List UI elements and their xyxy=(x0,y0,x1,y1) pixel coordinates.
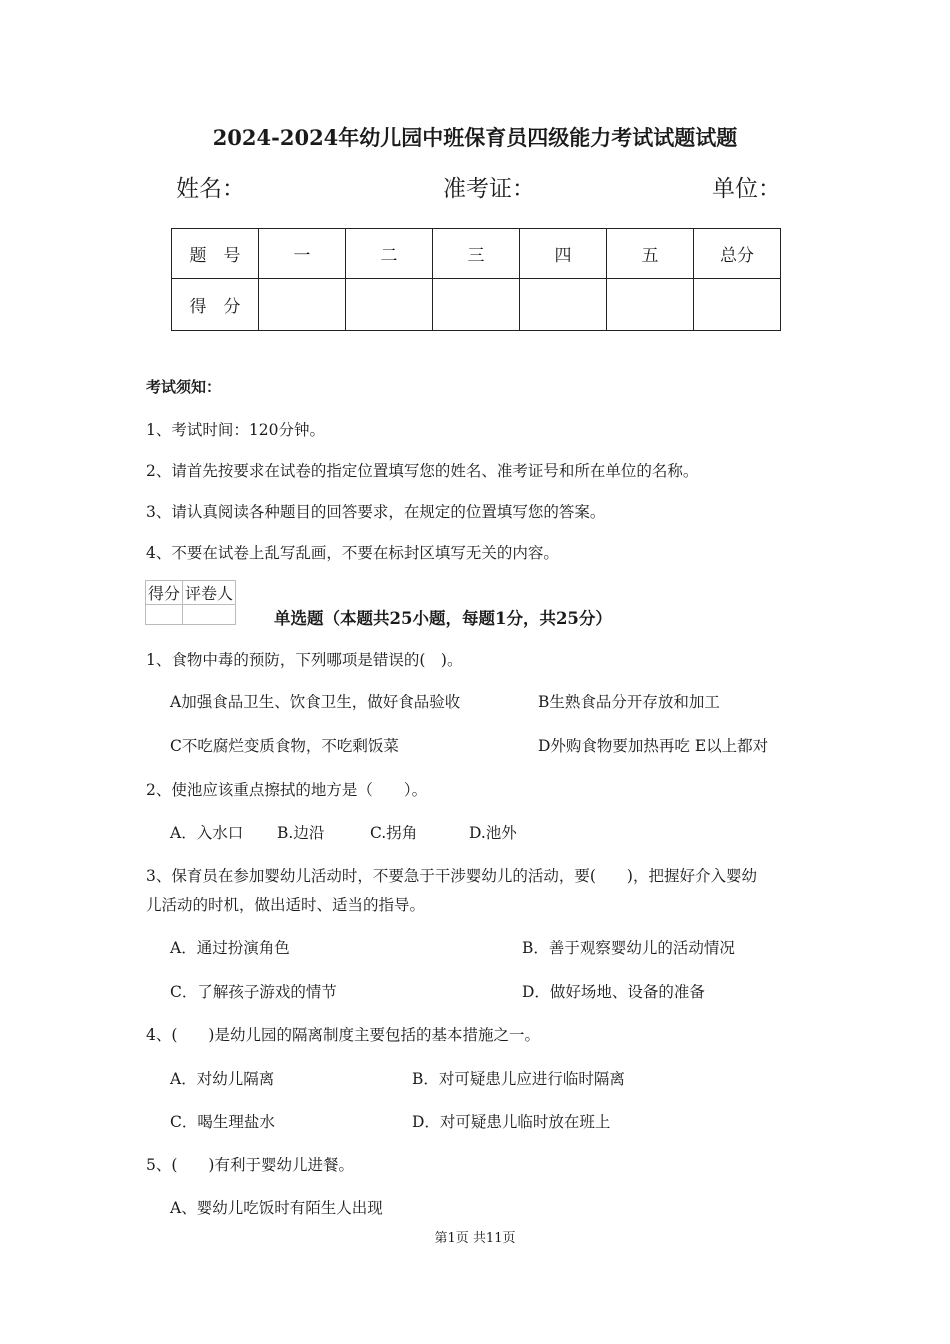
score-table-header-row xyxy=(172,229,781,279)
page-footer: 第1页 共11页 xyxy=(434,1231,516,1246)
notice-item: 3、请认真阅读各种题目的回答要求，在规定的位置填写您的答案。 xyxy=(146,503,606,521)
score-table-cell: 题 号 xyxy=(172,229,259,279)
question-option[interactable]: D.池外 xyxy=(469,824,517,842)
notice-item: 4、不要在试卷上乱写乱画，不要在标封区填写无关的内容。 xyxy=(146,544,559,562)
question-option[interactable]: B．对可疑患儿应进行临时隔离 xyxy=(412,1070,625,1088)
question-stem: 1、食物中毒的预防，下列哪项是错误的( )。 xyxy=(146,651,463,669)
grader-name-label: 评卷人 xyxy=(183,581,236,605)
question-option[interactable]: C．喝生理盐水 xyxy=(170,1113,275,1131)
score-table-cell: 五 xyxy=(607,229,694,279)
name-field-label: 姓名： xyxy=(176,176,245,202)
question-stem: 5、( )有利于婴幼儿进餐。 xyxy=(146,1156,354,1174)
question-option[interactable]: D．对可疑患儿临时放在班上 xyxy=(412,1113,611,1131)
notice-item: 2、请首先按要求在试卷的指定位置填写您的姓名、准考证号和所在单位的名称。 xyxy=(146,462,699,480)
score-table-cell: 得 分 xyxy=(172,279,259,331)
question-option[interactable]: A加强食品卫生、饮食卫生，做好食品验收 xyxy=(170,693,461,711)
question-stem: 3、保育员在参加婴幼儿活动时，不要急于干涉婴幼儿的活动，要( )，把握好介入婴幼 xyxy=(146,867,757,885)
question-stem: 2、使池应该重点擦拭的地方是（ ）。 xyxy=(146,781,428,799)
exam-id-field-label: 准考证： xyxy=(443,176,535,202)
score-input-cell[interactable] xyxy=(346,279,433,331)
score-table xyxy=(171,228,781,331)
score-table-score-row xyxy=(172,279,781,331)
score-table-cell: 一 xyxy=(259,229,346,279)
section-title: 单选题（本题共25小题，每题1分，共25分） xyxy=(274,609,612,628)
score-table-cell: 四 xyxy=(520,229,607,279)
grader-box xyxy=(145,580,236,625)
question-option[interactable]: B生熟食品分开存放和加工 xyxy=(538,693,720,711)
question-option[interactable]: A．通过扮演角色 xyxy=(170,939,290,957)
score-input-cell[interactable] xyxy=(520,279,607,331)
page-title: 2024-2024年幼儿园中班保育员四级能力考试试题试题 xyxy=(212,125,738,150)
notice-item: 1、考试时间：120分钟。 xyxy=(146,421,325,439)
question-option[interactable]: C不吃腐烂变质食物，不吃剩饭菜 xyxy=(170,737,399,755)
score-input-cell[interactable] xyxy=(694,279,781,331)
question-option[interactable]: D外购食物要加热再吃 E以上都对 xyxy=(538,737,769,755)
question-option[interactable]: A．对幼儿隔离 xyxy=(170,1070,275,1088)
question-option[interactable]: A．入水口 xyxy=(170,824,244,842)
grader-score-label: 得分 xyxy=(146,581,183,605)
score-table-cell: 二 xyxy=(346,229,433,279)
grader-score-cell[interactable] xyxy=(146,605,183,625)
unit-field-label: 单位： xyxy=(712,176,781,202)
question-option[interactable]: A、婴幼儿吃饭时有陌生人出现 xyxy=(170,1199,383,1217)
score-input-cell[interactable] xyxy=(607,279,694,331)
grader-name-cell[interactable] xyxy=(183,605,236,625)
notice-title: 考试须知： xyxy=(146,378,222,396)
question-option[interactable]: C.拐角 xyxy=(370,824,418,842)
score-table-cell: 三 xyxy=(433,229,520,279)
score-input-cell[interactable] xyxy=(259,279,346,331)
question-option[interactable]: D．做好场地、设备的准备 xyxy=(522,983,705,1001)
question-stem: 4、( )是幼儿园的隔离制度主要包括的基本措施之一。 xyxy=(146,1026,540,1044)
question-option[interactable]: C．了解孩子游戏的情节 xyxy=(170,983,337,1001)
question-option[interactable]: B.边沿 xyxy=(277,824,325,842)
score-table-cell: 总分 xyxy=(694,229,781,279)
question-stem-continued: 儿活动的时机，做出适时、适当的指导。 xyxy=(146,896,426,914)
score-input-cell[interactable] xyxy=(433,279,520,331)
question-option[interactable]: B．善于观察婴幼儿的活动情况 xyxy=(522,939,735,957)
